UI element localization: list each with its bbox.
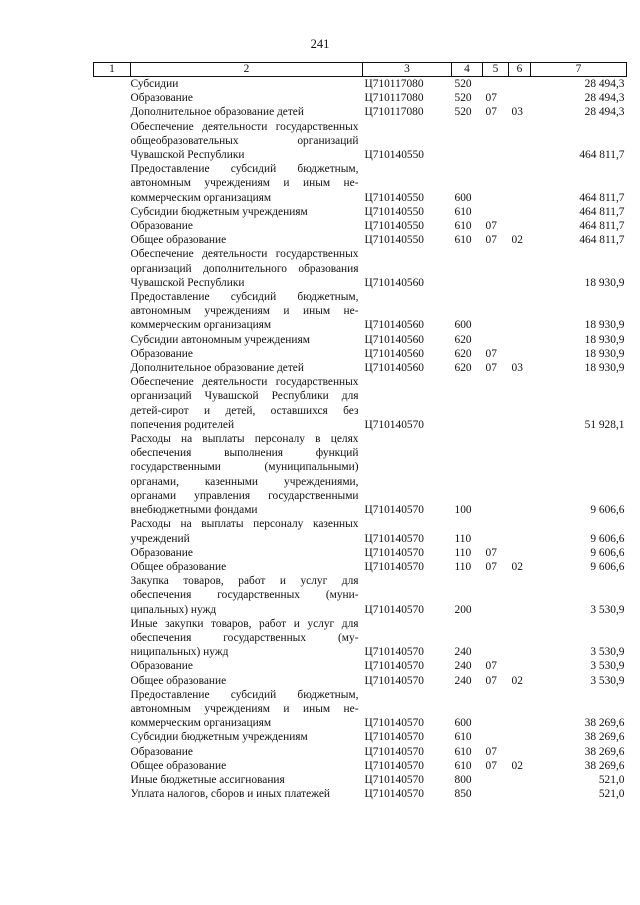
subsection-cell: [509, 517, 531, 545]
section-cell: 07: [485, 759, 497, 772]
csr-code-cell: Ц710140550: [364, 220, 424, 233]
expense-type-cell: 110: [454, 546, 472, 559]
empty-cell: [94, 247, 131, 290]
column-header: 7: [531, 63, 627, 77]
section-cell: [483, 247, 509, 290]
subsection-cell: [509, 205, 531, 219]
section-cell: [483, 617, 509, 660]
section-cell: [483, 375, 509, 432]
csr-code-cell: Ц710140570: [364, 504, 424, 517]
empty-cell: [94, 560, 131, 574]
empty-cell: [94, 617, 131, 660]
amount-cell: 18 930,9: [584, 347, 625, 360]
table-row: [94, 546, 627, 560]
subsection-cell: [509, 219, 531, 233]
empty-cell: [94, 205, 131, 219]
amount-cell: 521,0: [598, 773, 625, 786]
csr-code-cell: Ц710140560: [364, 333, 424, 346]
table-row: [94, 617, 627, 660]
csr-code-cell: Ц710140570: [364, 532, 424, 545]
subsection-cell: [509, 375, 531, 432]
item-name-cell: Субсидии бюджетным учреждениям: [130, 731, 308, 744]
table-row: [94, 162, 627, 205]
expense-type-cell: 520: [454, 92, 472, 105]
subsection-cell: [509, 787, 531, 801]
amount-cell: 3 530,9: [590, 660, 625, 673]
csr-code-cell: Ц710140570: [364, 731, 424, 744]
item-name-cell: Образование: [130, 745, 193, 758]
section-cell: [483, 333, 509, 347]
section-cell: [483, 432, 509, 517]
expense-type-cell: 850: [454, 788, 472, 801]
subsection-cell: [509, 120, 531, 163]
item-name-cell: Обеспечение деятельности государственных организаций дополнительного образования Чувашской Республики: [130, 248, 359, 289]
section-cell: [483, 120, 509, 163]
subsection-cell: [509, 91, 531, 105]
expense-type-cell: 610: [454, 731, 472, 744]
section-cell: [483, 77, 509, 92]
column-header: 3: [363, 63, 452, 77]
item-name-cell: Образование: [130, 220, 193, 233]
subsection-cell: [509, 730, 531, 744]
amount-cell: 51 928,1: [584, 418, 625, 431]
item-name-cell: Расходы на выплаты персоналу казенных учреждений: [130, 518, 359, 545]
table-row: [94, 375, 627, 432]
amount-cell: 18 930,9: [584, 319, 625, 332]
item-name-cell: Предоставление субсидий бюджетным, автономным учреждениям и иным некоммерческим организациям: [130, 163, 359, 204]
empty-cell: [94, 546, 131, 560]
expense-type-cell: 600: [454, 717, 472, 730]
table-row: [94, 659, 627, 673]
item-name-cell: Обеспечение деятельности государственных общеобразовательных организаций Чувашской Республики: [130, 120, 359, 162]
empty-cell: [94, 659, 131, 673]
amount-cell: 38 269,6: [584, 759, 625, 772]
section-cell: 07: [485, 234, 497, 247]
subsection-cell: [509, 333, 531, 347]
item-name-cell: Уплата налогов, сборов и иных платежей: [130, 788, 330, 801]
amount-cell: 464 811,7: [579, 149, 625, 162]
csr-code-cell: Ц710140570: [364, 788, 424, 801]
amount-cell: 9 606,6: [590, 532, 625, 545]
csr-code-cell: Ц710140570: [364, 773, 424, 786]
item-name-cell: Образование: [130, 660, 193, 673]
amount-cell: 464 811,7: [579, 205, 625, 218]
section-cell: [483, 205, 509, 219]
empty-cell: [94, 517, 131, 545]
section-cell: [483, 773, 509, 787]
amount-cell: 18 930,9: [584, 362, 625, 375]
csr-code-cell: Ц710140570: [364, 745, 424, 758]
empty-cell: [94, 375, 131, 432]
subsection-cell: [509, 347, 531, 361]
amount-cell: 38 269,6: [584, 745, 625, 758]
empty-cell: [94, 219, 131, 233]
expense-type-cell: 620: [454, 333, 472, 346]
table-row: [94, 688, 627, 731]
expense-type-cell: 610: [454, 220, 472, 233]
amount-cell: 9 606,6: [590, 504, 625, 517]
expense-type-cell: 610: [454, 205, 472, 218]
subsection-cell: [509, 773, 531, 787]
table-row: [94, 91, 627, 105]
column-header: 4: [452, 63, 483, 77]
column-header: 5: [483, 63, 509, 77]
section-cell: [483, 290, 509, 333]
csr-code-cell: Ц710140550: [364, 149, 424, 162]
empty-cell: [94, 745, 131, 759]
table-row: [94, 361, 627, 375]
table-row: [94, 773, 627, 787]
table-row: [94, 77, 627, 92]
section-cell: 07: [485, 674, 497, 687]
item-name-cell: Обеспечение деятельности государственных организаций Чувашской Республики для детей-сирот и детей, оставшихся без попечения родителей: [130, 376, 359, 431]
expense-type-cell: [452, 120, 483, 163]
empty-cell: [94, 773, 131, 787]
item-name-cell: Субсидии автономным учреждениям: [130, 333, 310, 346]
section-cell: 07: [485, 660, 497, 673]
item-name-cell: Образование: [130, 92, 193, 105]
expense-type-cell: 800: [454, 773, 472, 786]
section-cell: 07: [485, 362, 497, 375]
item-name-cell: Расходы на выплаты персоналу в целях обеспечения выполнения функций государственными (муниципальными) органами, казенными учреждениями, органами управления государственными внебюджетными фондами: [130, 433, 359, 517]
item-name-cell: Дополнительное образование детей: [130, 106, 304, 119]
csr-code-cell: Ц710117080: [364, 106, 424, 119]
expense-type-cell: 240: [454, 674, 472, 687]
section-cell: [483, 730, 509, 744]
csr-code-cell: Ц710140570: [364, 674, 424, 687]
empty-cell: [94, 333, 131, 347]
expense-type-cell: 520: [454, 78, 472, 90]
amount-cell: 18 930,9: [584, 333, 625, 346]
subsection-cell: 02: [511, 234, 523, 247]
table-body: [94, 77, 627, 802]
amount-cell: 464 811,7: [579, 234, 625, 247]
item-name-cell: Общее образование: [130, 560, 227, 573]
empty-cell: [94, 787, 131, 801]
subsection-cell: 03: [511, 362, 523, 375]
table-row: [94, 333, 627, 347]
expense-type-cell: 240: [454, 646, 472, 659]
item-name-cell: Общее образование: [130, 234, 227, 247]
expense-type-cell: 100: [454, 504, 472, 517]
section-cell: 07: [485, 347, 497, 360]
column-header: 1: [94, 63, 131, 77]
section-cell: 07: [485, 220, 497, 233]
table-row: [94, 674, 627, 688]
csr-code-cell: Ц710140570: [364, 603, 424, 616]
item-name-cell: Общее образование: [130, 674, 227, 687]
csr-code-cell: Ц710140570: [364, 418, 424, 431]
expense-type-cell: 110: [454, 560, 472, 573]
empty-cell: [94, 77, 131, 92]
expense-type-cell: 600: [454, 319, 472, 332]
empty-cell: [94, 105, 131, 119]
amount-cell: 3 530,9: [590, 603, 625, 616]
amount-cell: 38 269,6: [584, 731, 625, 744]
empty-cell: [94, 162, 131, 205]
section-cell: 07: [485, 745, 497, 758]
table-row: [94, 517, 627, 545]
subsection-cell: 02: [511, 674, 523, 687]
expense-type-cell: [452, 247, 483, 290]
table-row: [94, 759, 627, 773]
subsection-cell: 02: [511, 560, 523, 573]
csr-code-cell: Ц710140550: [364, 234, 424, 247]
expense-type-cell: 620: [454, 347, 472, 360]
table-row: [94, 219, 627, 233]
item-name-cell: Субсидии: [130, 78, 179, 90]
csr-code-cell: Ц710140570: [364, 646, 424, 659]
section-cell: [483, 517, 509, 545]
amount-cell: 28 494,3: [584, 78, 625, 90]
csr-code-cell: Ц710140560: [364, 319, 424, 332]
table-row: [94, 745, 627, 759]
csr-code-cell: Ц710140560: [364, 276, 424, 289]
expense-type-cell: 620: [454, 362, 472, 375]
expense-type-cell: 240: [454, 660, 472, 673]
section-cell: 07: [485, 92, 497, 105]
subsection-cell: [509, 432, 531, 517]
amount-cell: 18 930,9: [584, 276, 625, 289]
item-name-cell: Закупка товаров, работ и услуг для обеспечения государственных (муниципальных) нужд: [130, 575, 359, 616]
item-name-cell: Предоставление субсидий бюджетным, автономным учреждениям и иным некоммерческим организациям: [130, 291, 359, 332]
table-row: [94, 787, 627, 801]
expense-type-cell: 610: [454, 234, 472, 247]
table-row: [94, 574, 627, 617]
page-number: 241: [310, 37, 330, 51]
section-cell: [483, 162, 509, 205]
column-header: 2: [131, 63, 363, 77]
table-row: [94, 560, 627, 574]
table-row: [94, 105, 627, 119]
amount-cell: 9 606,6: [590, 560, 625, 573]
subsection-cell: [509, 688, 531, 731]
item-name-cell: Дополнительное образование детей: [130, 362, 304, 375]
item-name-cell: Иные бюджетные ассигнования: [130, 773, 285, 786]
item-name-cell: Образование: [130, 347, 193, 360]
subsection-cell: [509, 659, 531, 673]
empty-cell: [94, 759, 131, 773]
empty-cell: [94, 574, 131, 617]
table-row: [94, 120, 627, 163]
section-cell: 07: [485, 560, 497, 573]
amount-cell: 464 811,7: [579, 220, 625, 233]
subsection-cell: [509, 574, 531, 617]
subsection-cell: [509, 617, 531, 660]
csr-code-cell: Ц710140570: [364, 546, 424, 559]
expense-type-cell: 600: [454, 191, 472, 204]
csr-code-cell: Ц710140570: [364, 660, 424, 673]
csr-code-cell: Ц710140570: [364, 560, 424, 573]
empty-cell: [94, 233, 131, 247]
table-row: [94, 233, 627, 247]
section-cell: [483, 574, 509, 617]
empty-cell: [94, 290, 131, 333]
section-cell: 07: [485, 546, 497, 559]
subsection-cell: 03: [511, 106, 523, 119]
amount-cell: 3 530,9: [590, 646, 625, 659]
amount-cell: 28 494,3: [584, 92, 625, 105]
csr-code-cell: Ц710140570: [364, 717, 424, 730]
section-cell: [483, 688, 509, 731]
item-name-cell: Образование: [130, 546, 193, 559]
subsection-cell: [509, 247, 531, 290]
amount-cell: 28 494,3: [584, 106, 625, 119]
empty-cell: [94, 730, 131, 744]
section-cell: [483, 787, 509, 801]
subsection-cell: [509, 162, 531, 205]
amount-cell: 3 530,9: [590, 674, 625, 687]
table-row: [94, 205, 627, 219]
expense-type-cell: 200: [454, 603, 472, 616]
table-row: [94, 347, 627, 361]
subsection-cell: [509, 77, 531, 92]
subsection-cell: [509, 290, 531, 333]
item-name-cell: Субсидии бюджетным учреждениям: [130, 205, 308, 218]
expense-type-cell: 610: [454, 745, 472, 758]
csr-code-cell: Ц710140550: [364, 205, 424, 218]
amount-cell: 38 269,6: [584, 717, 625, 730]
csr-code-cell: Ц710140560: [364, 347, 424, 360]
amount-cell: 521,0: [598, 788, 625, 801]
csr-code-cell: Ц710140570: [364, 759, 424, 772]
empty-cell: [94, 688, 131, 731]
subsection-cell: 02: [511, 759, 523, 772]
table-row: [94, 290, 627, 333]
empty-cell: [94, 120, 131, 163]
column-header: 6: [509, 63, 531, 77]
csr-code-cell: Ц710117080: [364, 92, 424, 105]
item-name-cell: Общее образование: [130, 759, 227, 772]
expense-type-cell: [452, 375, 483, 432]
empty-cell: [94, 361, 131, 375]
amount-cell: 464 811,7: [579, 191, 625, 204]
csr-code-cell: Ц710140560: [364, 362, 424, 375]
header-row: [94, 63, 627, 77]
subsection-cell: [509, 745, 531, 759]
empty-cell: [94, 347, 131, 361]
empty-cell: [94, 91, 131, 105]
table-row: [94, 247, 627, 290]
table-row: [94, 730, 627, 744]
item-name-cell: Иные закупки товаров, работ и услуг для обеспечения государственных (муниципальных) нужд: [130, 617, 359, 659]
item-name-cell: Предоставление субсидий бюджетным, автономным учреждениям и иным некоммерческим организациям: [130, 688, 359, 730]
budget-table: [93, 62, 627, 801]
empty-cell: [94, 432, 131, 517]
expense-type-cell: 520: [454, 106, 472, 119]
csr-code-cell: Ц710140550: [364, 191, 424, 204]
table-row: [94, 432, 627, 517]
csr-code-cell: Ц710117080: [364, 78, 424, 90]
section-cell: 07: [485, 106, 497, 119]
subsection-cell: [509, 546, 531, 560]
table-header: [94, 63, 627, 77]
empty-cell: [94, 674, 131, 688]
amount-cell: 9 606,6: [590, 546, 625, 559]
expense-type-cell: 110: [454, 532, 472, 545]
expense-type-cell: 610: [454, 759, 472, 772]
